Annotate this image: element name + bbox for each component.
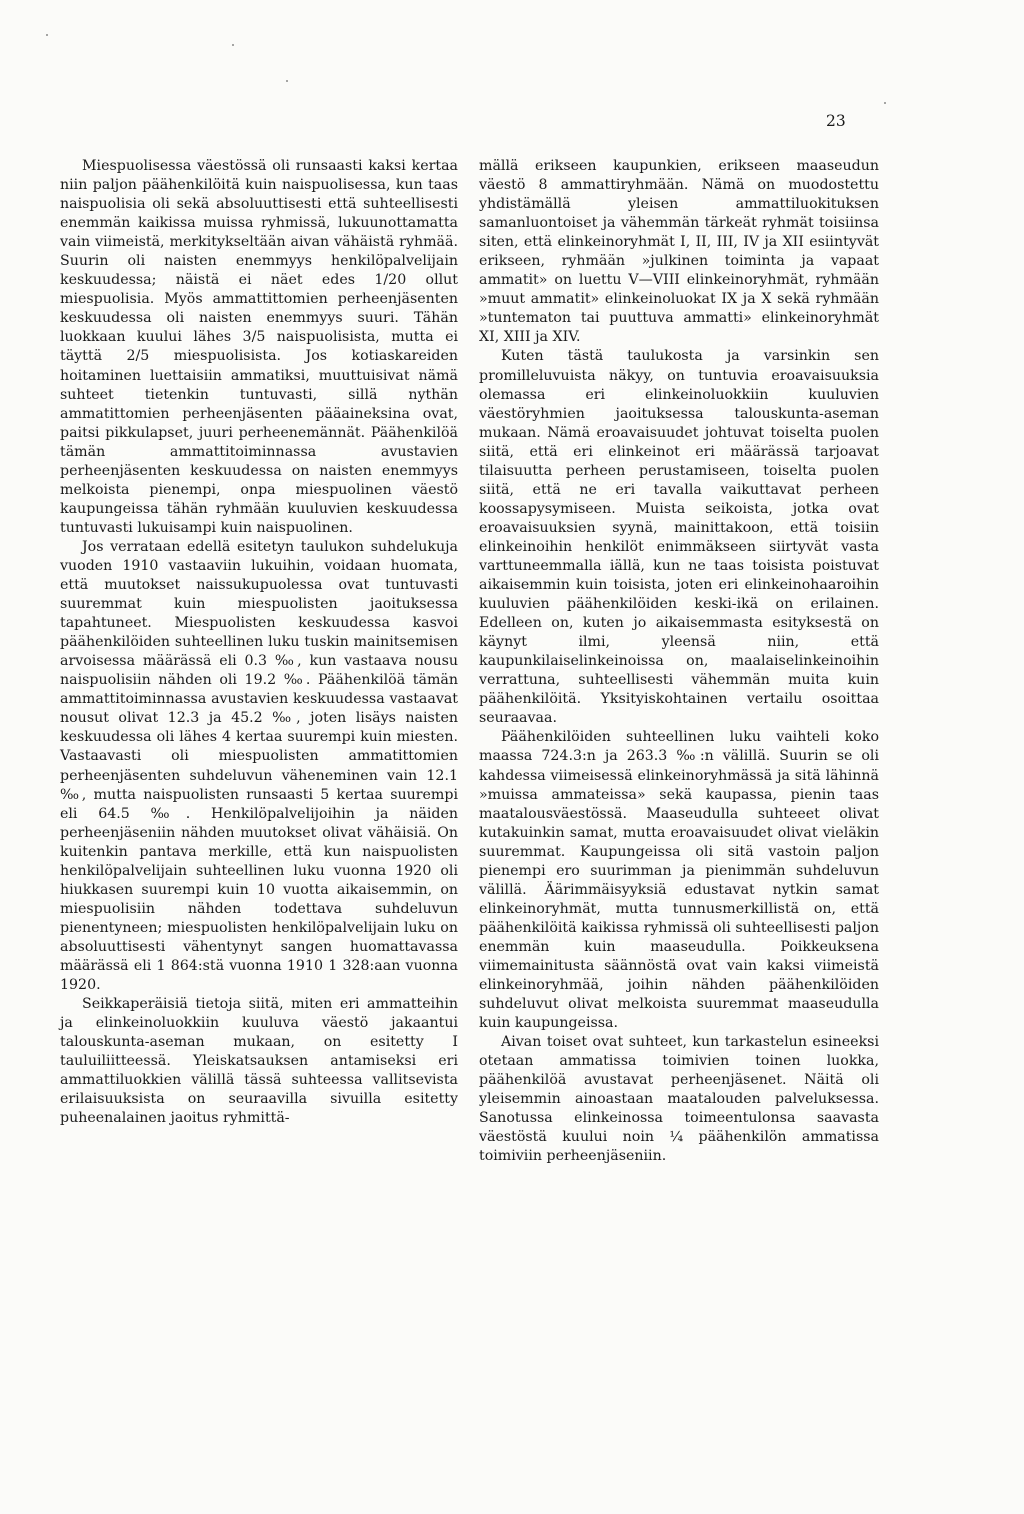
right-text-column: [479, 157, 879, 1166]
scan-speck: [286, 80, 288, 82]
left-text-column: [60, 157, 458, 1128]
paragraph: Miespuolisessa väestössä oli runsaasti kaksi kertaa niin paljon päähenkilöitä kuin naispuolisessa, kun taas naispuolisia oli sekä absoluuttisesti että suhteellisesti enemmän kaikissa muissa ryhmissä, lukuunottamatta vain viimeistä, merkitykseltään aivan vähäistä ryhmää. Suurin oli naisten enemmyys henkilöpalvelijain keskuudessa; näistä ei näet edes 1/20 ollut miespuolisia. Myös ammattittomien perheenjäsenten keskuudessa oli naisten enemmyys suuri. Tähän luokkaan kuului lähes 3/5 naispuolisista, mutta ei täyttä 2/5 miespuolisista. Jos kotiaskareiden hoitaminen luettaisiin ammatiksi, muuttuisivat nämä suhteet tietenkin tuntuvasti, sillä nythän ammatittomien perheenjäsenten pääaineksina ovat, paitsi pikkulapset, juuri perheenemännät. Päähenkilöä tämän ammattitoiminnassa avustavien perheenjäsenten keskuudessa on naisten enemmyys melkoista pienempi, onpa miespuolinen väestö kaupungeissa tähän ryhmään kuuluvien keskuudessa tuntuvasti lukuisampi kuin naispuolinen.: [60, 158, 458, 536]
scan-speck: [232, 44, 234, 46]
scan-speck: [884, 102, 886, 104]
paragraph: Päähenkilöiden suhteellinen luku vaihteli koko maassa 724.3:n ja 263.3 ‰:n välillä. Suurin se oli kahdessa viimeisessä elinkeinoryhmässä ja sitä lähinnä »muissa ammateissa» sekä kaupassa, pienin taas maatalousväestössä. Maaseudulla suhteeet olivat kutakuinkin samat, mutta eroavaisuudet olivat vieläkin suuremmat. Kaupungeissa oli sitä vastoin paljon pienempi ero suurimman ja pienimmän suhdeluvun välillä. Äärimmäisyyksiä edustavat nytkin samat elinkeinoryhmät, mutta tunnusmerkillistä on, että päähenkilöitä kaikissa ryhmissä oli suhteellisesti paljon enemmän kuin maaseudulla. Poikkeuksena viimemainitusta säännöstä ovat vain kaksi viimeistä elinkeinoryhmää, joihin nähden päähenkilöiden suhdeluvut olivat melkoista suuremmat maaseudulla kuin kaupungeissa.: [479, 729, 879, 1032]
paragraph: Seikkaperäisiä tietoja siitä, miten eri ammatteihin ja elinkeinoluokkiin kuuluva väestö jakaantui talouskunta-aseman mukaan, on esitetty I tauluiliitteessä. Yleiskatsauksen antamiseksi eri ammattiluokkien välillä tässä suhteessa vallitsevista erilaisuuksista on seuraavilla sivuilla esitetty puheenalainen jaoitus ryhmittä-: [60, 996, 458, 1127]
paragraph: Kuten tästä taulukosta ja varsinkin sen promilleluvuista näkyy, on tuntuvia eroavaisuuksia olemassa eri elinkeinoluokkiin kuuluvien väestöryhmien jaoituksessa talouskunta-aseman mukaan. Nämä eroavaisuudet johtuvat toiselta puolen siitä, että eri elinkeinot eri määrässä tarjoavat tilaisuutta perheen perustamiseen, toiselta puolen siitä, että ne eri tavalla vaikuttavat perheen koossapysymiseen. Muista seikoista, jotka ovat eroavaisuuksien syynä, mainittakoon, että toisiin elinkeinoihin henkilöt enimmäkseen siirtyvät vasta varttuneemmalla iällä, kun ne taas toisista poistuvat aikaisemmin kuin toisista, joten eri elinkeinohaaroihin kuuluvien päähenkilöiden keski-ikä on erilainen. Edelleen on, kuten jo aikaisemmasta esityksestä on käynyt ilmi, yleensä niin, että kaupunkilaiselinkeinoissa on, maalaiselinkeinoihin verrattuna, suhteellisesti vähemmän muita kuin päähenkilöitä. Yksityiskohtainen vertailu osoittaa seuraavaa.: [479, 348, 879, 727]
paragraph: Aivan toiset ovat suhteet, kun tarkastelun esineeksi otetaan ammatissa toimivien toinen luokka, päähenkilöä avustavat perheenjäsenet. Näitä oli yleisemmin ainoastaan maatalouden palveluksessa. Sanotussa elinkeinossa toimeentulonsa saavasta väestöstä kuului noin ¼ päähenkilön ammatissa toimiviin perheenjäseniin.: [479, 1034, 879, 1165]
paragraph: Jos verrataan edellä esitetyn taulukon suhdelukuja vuoden 1910 vastaaviin lukuihin, voidaan huomata, että muutokset naissukupuolessa ovat tuntuvasti suuremmat kuin miespuolisten jaoituksessa tapahtuneet. Miespuolisten keskuudessa kasvoi päähenkilöiden suhteellinen luku tuskin mainitsemisen arvoisessa määrässä eli 0.3 ‰, kun vastaava nousu naispuolisiin nähden oli 19.2 ‰. Päähenkilöä tämän ammattitoiminnassa avustavien keskuudessa vastaavat nousut olivat 12.3 ja 45.2 ‰, joten lisäys naisten keskuudessa oli lähes 4 kertaa suurempi kuin miesten. Vastaavasti oli miespuolisten ammatittomien perheenjäsenten suhdeluvun väheneminen vain 12.1 ‰, mutta naispuolisten runsaasti 5 kertaa suurempi eli 64.5 ‰. Henkilöpalvelijoihin ja näiden perheenjäseniin nähden muutokset olivat vähäisiä. On kuitenkin pantava merkille, että kun naispuolisten henkilöpalvelijain suhteellinen luku vuonna 1920 oli hiukkasen suurempi kuin 10 vuotta aikaisemmin, on miespuolisiin nähden todettava suhdeluvun pienentyneen; miespuolisten henkilöpalvelijain luku on absoluuttisesti vähentynyt sangen huomattavassa määrässä eli 1 864:stä vuonna 1910 1 328:aan vuonna 1920.: [60, 538, 458, 994]
scan-speck: [46, 34, 48, 36]
paragraph: mällä erikseen kaupunkien, erikseen maaseudun väestö 8 ammattiryhmään. Nämä on muodostettu yhdistämällä yleisen ammattiluokituksen samanluontoiset ja vähemmän tärkeät ryhmät toisiinsa siten, että elinkeinoryhmät I, II, III, IV ja XII esiintyvät erikseen, ryhmään »julkinen toiminta ja vapaat ammatit» on luettu V—VIII elinkeinoryhmät, ryhmään »muut ammatit» elinkeinoluokat IX ja X sekä ryhmään »tuntematon tai puuttuva ammatti» elinkeinoryhmät XI, XIII ja XIV.: [479, 158, 879, 346]
page-number: 23: [826, 112, 846, 130]
